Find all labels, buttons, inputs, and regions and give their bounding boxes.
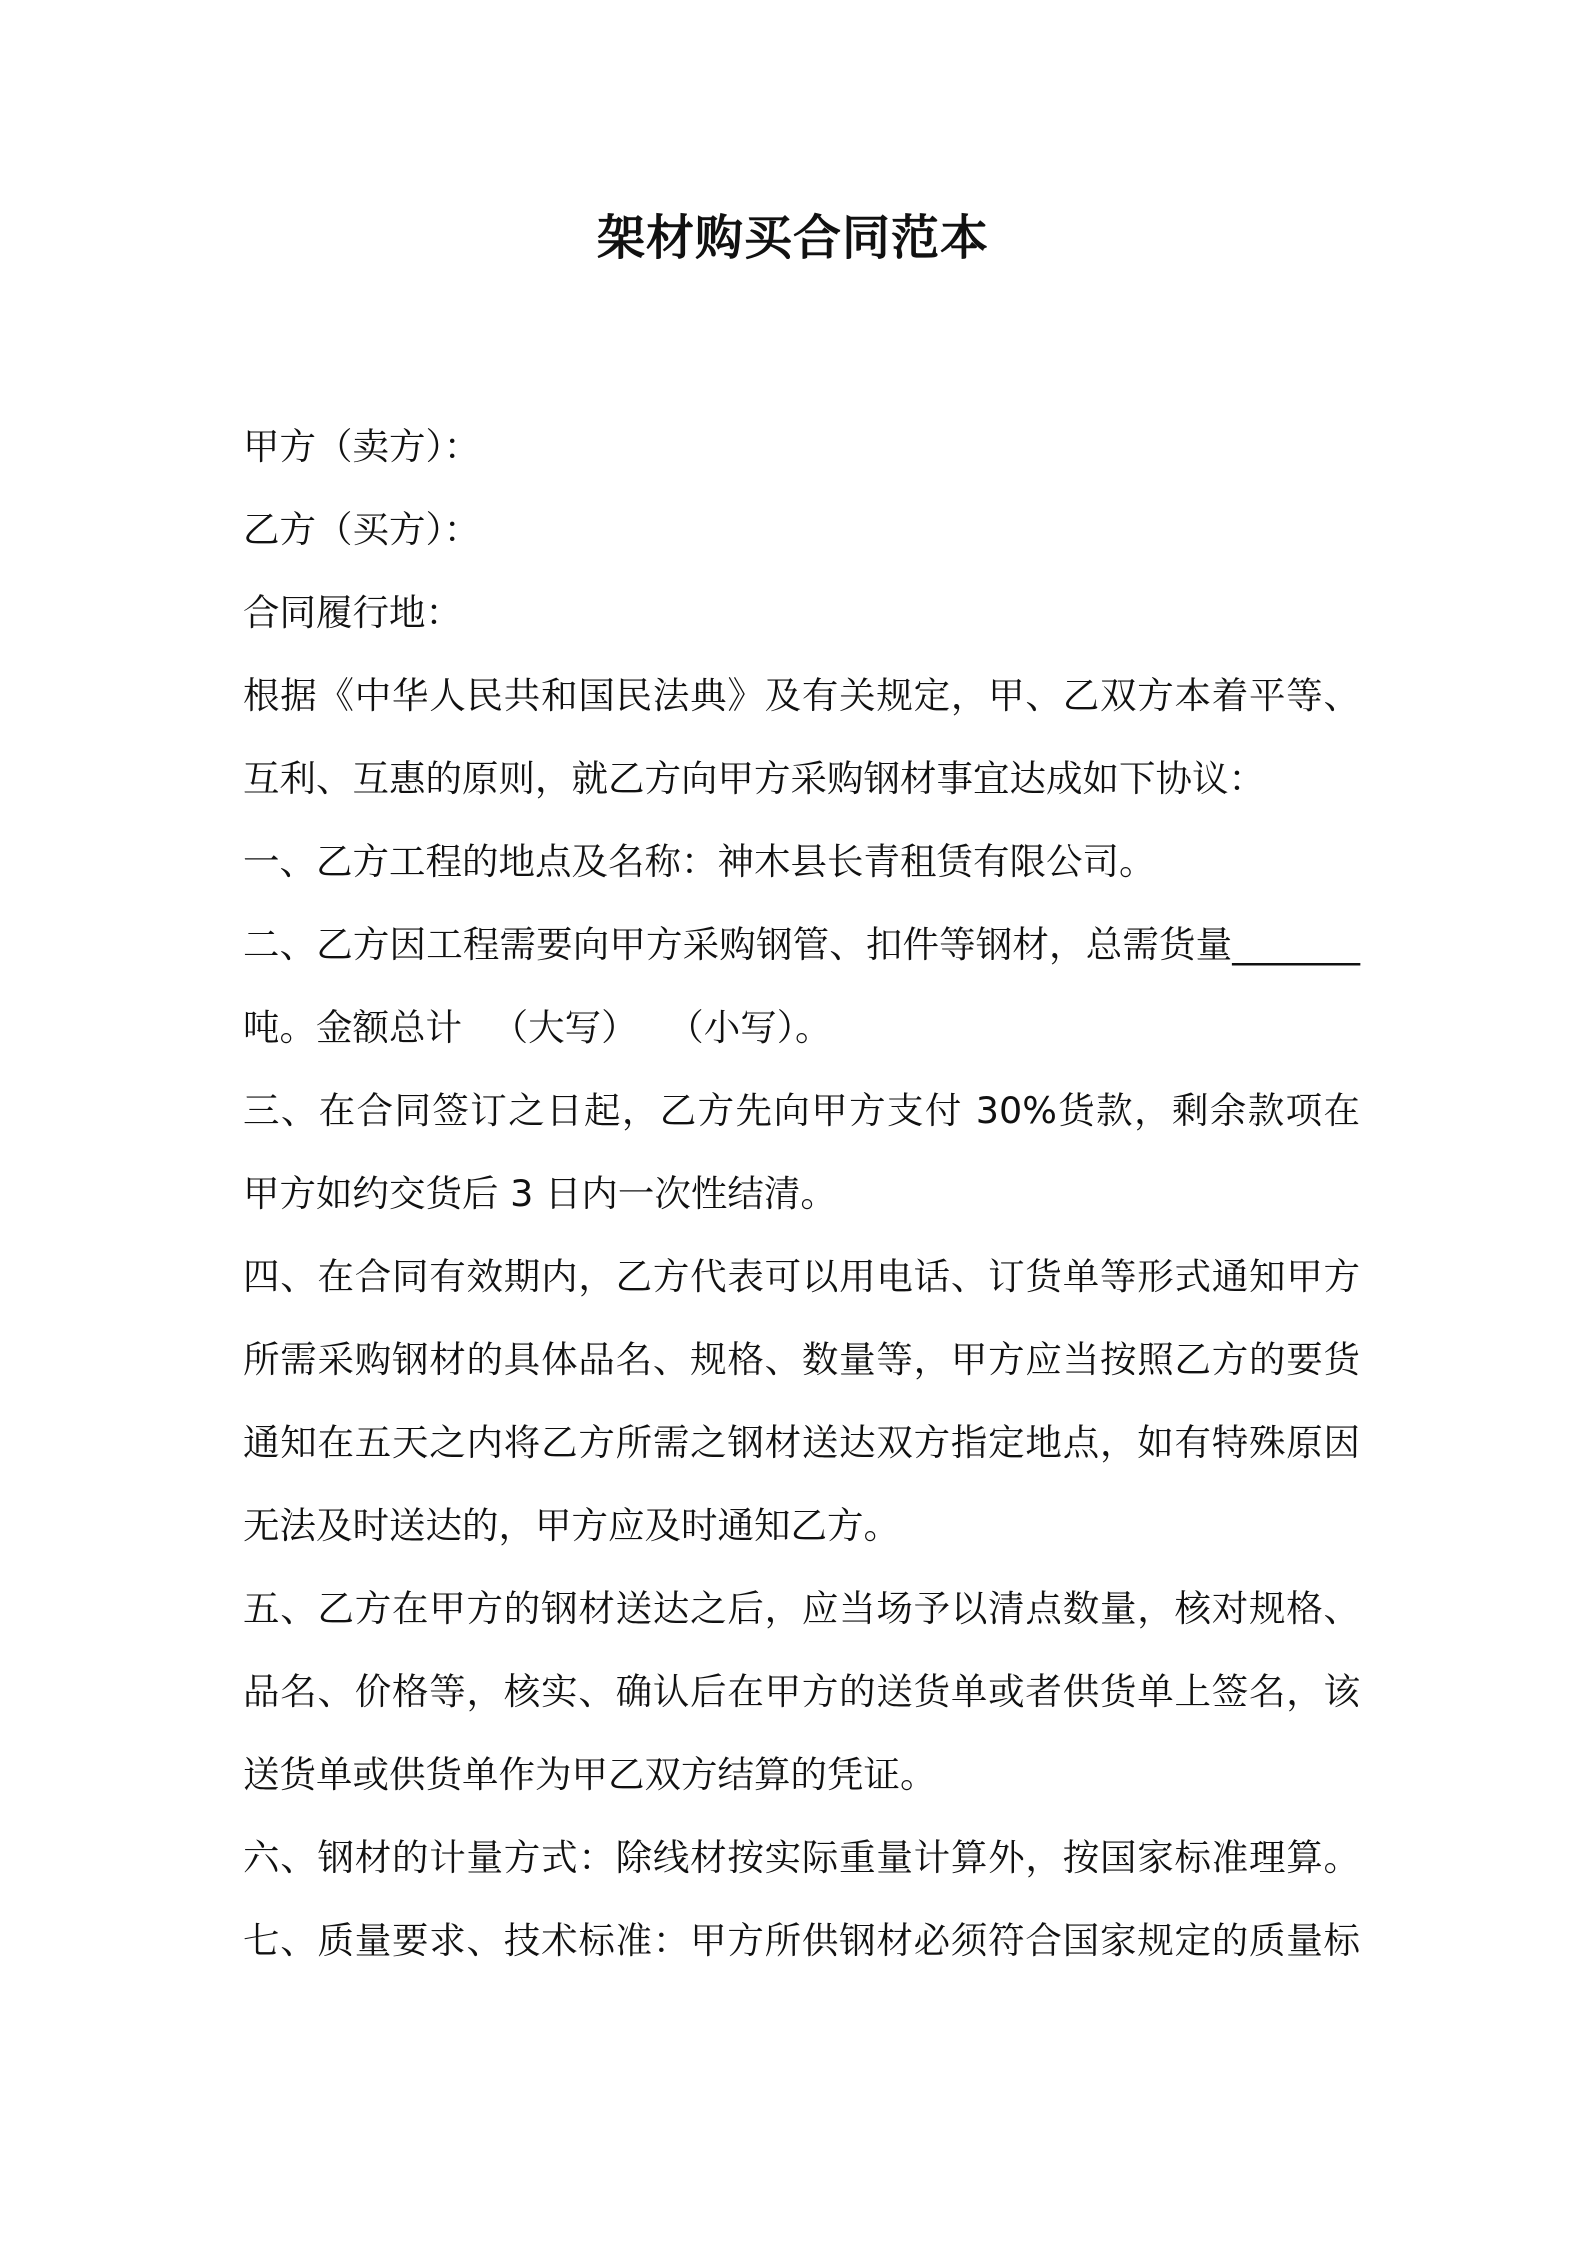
clause-4-line-3: 通知在五天之内将乙方所需之钢材送达双方指定地点，如有特殊原因 <box>243 1421 1360 1464</box>
clause-5-line-1: 五、乙方在甲方的钢材送达之后，应当场予以清点数量，核对规格、 <box>243 1587 1360 1630</box>
party-a-line: 甲方（卖方）： <box>243 425 481 468</box>
party-b-line: 乙方（买方）： <box>243 508 481 551</box>
clause-5-line-2: 品名、价格等，核实、确认后在甲方的送货单或者供货单上签名，该 <box>243 1670 1360 1713</box>
clause-7-line-1: 七、质量要求、技术标准：甲方所供钢材必须符合国家规定的质量标 <box>243 1919 1360 1962</box>
clause-6-line-1: 六、钢材的计量方式：除线材按实际重量计算外，按国家标准理算。 <box>243 1836 1360 1879</box>
clause-3-line-1: 三、在合同签订之日起，乙方先向甲方支付 30%货款，剩余款项在 <box>243 1089 1360 1132</box>
clause-5-line-3: 送货单或供货单作为甲乙双方结算的凭证。 <box>243 1753 937 1796</box>
preamble-line-2: 互利、互惠的原则，就乙方向甲方采购钢材事宜达成如下协议： <box>243 757 1265 800</box>
clause-2-line-1: 二、乙方因工程需要向甲方采购钢管、扣件等钢材，总需货量_______ <box>243 923 1360 966</box>
clause-4-line-4: 无法及时送达的，甲方应及时通知乙方。 <box>243 1504 900 1547</box>
preamble-line-1: 根据《中华人民共和国民法典》及有关规定，甲、乙双方本着平等、 <box>243 674 1360 717</box>
contract-body <box>243 405 1360 1982</box>
performance-place-line: 合同履行地： <box>243 591 462 634</box>
clause-1-line-1: 一、乙方工程的地点及名称：神木县长青租赁有限公司。 <box>243 840 1156 883</box>
clause-4-line-2: 所需采购钢材的具体品名、规格、数量等，甲方应当按照乙方的要货 <box>243 1338 1360 1381</box>
clause-4-line-1: 四、在合同有效期内，乙方代表可以用电话、订货单等形式通知甲方 <box>243 1255 1360 1298</box>
clause-2-line-2: 吨。金额总计 （大写） （小写）。 <box>243 1006 832 1049</box>
document-title: 架材购买合同范本 <box>596 210 989 266</box>
clause-3-line-2: 甲方如约交货后 3 日内一次性结清。 <box>243 1172 837 1215</box>
